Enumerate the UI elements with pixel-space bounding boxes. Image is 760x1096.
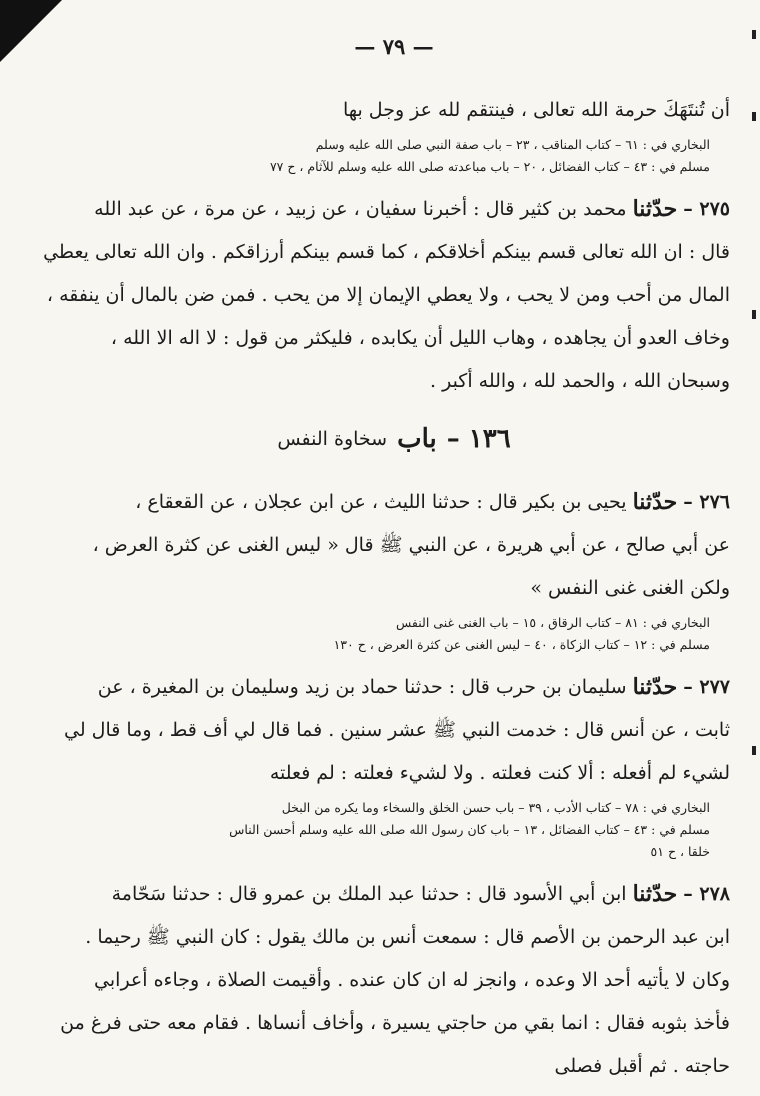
reference-line: مسلم في : ٤٣ – كتاب الفضائل ، ٢٠ – باب مباعدته صلى الله عليه وسلم للآثام ، ح ٧٧ [269,159,710,174]
continuation-references [58,134,710,178]
reference-line: مسلم في : ٤٣ – كتاب الفضائل ، ١٣ – باب كان رسول الله صلى الله عليه وسلم أحسن الناس [229,822,710,837]
hadith-line: المال من أحب ومن لا يحب ، ولا يعطي الإيمان إلا من يحب . فمن ضن بالمال أن ينفقه ، [46,283,730,306]
hadith-276 [58,481,730,656]
reference-line: البخاري في : ٦١ – كتاب المناقب ، ٢٣ – باب صفة النبي صلى الله عليه وسلم [315,137,710,152]
hadith-line: ثابت ، عن أنس قال : خدمت النبي ﷺ عشر سنين . فما قال لي أف قط ، وما قال لي [64,718,730,741]
haddathana-mark: حدّثنا [632,881,678,908]
book-page [43,34,730,1088]
hadith-line: قال : ان الله تعالى قسم بينكم أخلاقكم ، كما قسم بينكم أرزاقكم . وان الله تعالى يعطي [43,240,730,263]
hadith-number: ٢٧٥ – [683,197,730,220]
scan-speck [752,30,756,39]
hadith-line: لشيء لم أفعله : ألا كنت فعلته . ولا لشيء فعلته : لم فعلته [269,761,730,784]
hadith-text: سليمان بن حرب قال : حدثنا حماد بن زيد وسليمان بن المغيرة ، عن [97,675,627,698]
page-corner-shadow [0,0,62,62]
hadith-line: وخاف العدو أن يجاهده ، وهاب الليل أن يكابده ، فليكثر من قول : لا اله الا الله ، [110,326,730,349]
reference-line: خلقا ، ح ٥١ [650,844,710,859]
chapter-title: سخاوة النفس [277,428,388,450]
hadith-line [58,481,730,524]
hadith-text: ابن أبي الأسود قال : حدثنا عبد الملك بن عمرو قال : حدثنا سَحّامة [111,882,627,905]
scan-speck [752,310,756,319]
hadith-number: ٢٧٦ – [683,490,730,513]
haddathana-mark: حدّثنا [632,489,678,516]
chapter-heading [58,417,730,461]
hadith-references [58,797,710,863]
hadith-line: وسبحان الله ، والحمد لله ، والله أكبر . [430,369,730,392]
reference-line: البخاري في : ٧٨ – كتاب الأدب ، ٣٩ – باب حسن الخلق والسخاء وما يكره من البخل [281,800,710,815]
hadith-277 [58,666,730,863]
hadith-text: يحيى بن بكير قال : حدثنا الليث ، عن ابن عجلان ، عن القعقاع ، [135,490,627,513]
scan-speck [752,112,756,121]
hadith-line: وكان لا يأتيه أحد الا وعده ، وانجز له ان كان عنده . وأقيمت الصلاة ، وجاءه أعرابي [94,968,730,991]
haddathana-mark: حدّثنا [632,196,678,223]
hadith-278 [58,873,730,1088]
haddathana-mark: حدّثنا [632,674,678,701]
hadith-line [58,666,730,709]
hadith-line: ابن عبد الرحمن بن الأصم قال : سمعت أنس بن مالك يقول : كان النبي ﷺ رحيما . [85,925,730,948]
hadith-275 [43,188,730,403]
scan-speck [752,746,756,755]
chapter-number: ١٣٦ – [446,424,511,454]
continuation-text: أن تُنتَهَكَ حرمة الله تعالى ، فينتقم لله عز وجل بها [342,98,730,121]
hadith-number: ٢٧٨ – [683,882,730,905]
reference-line: البخاري في : ٨١ – كتاب الرقاق ، ١٥ – باب الغنى غنى النفس [396,615,710,630]
hadith-references [58,612,710,656]
hadith-number: ٢٧٧ – [683,675,730,698]
hadith-line [58,188,730,231]
hadith-text: محمد بن كثير قال : أخبرنا سفيان ، عن زبيد ، عن مرة ، عن عبد الله [94,197,627,220]
hadith-line [58,873,730,916]
hadith-line: فأخذ بثوبه فقال : انما بقي من حاجتي يسيرة ، وأخاف أنساها . فقام معه حتى فرغ من [60,1011,730,1034]
hadith-line: عن أبي صالح ، عن أبي هريرة ، عن النبي ﷺ قال « ليس الغنى عن كثرة العرض ، [92,533,730,556]
page-number: — ٧٩ — [354,34,434,59]
reference-line: مسلم في : ١٢ – كتاب الزكاة ، ٤٠ – ليس الغنى عن كثرة العرض ، ح ١٣٠ [333,637,710,652]
hadith-line: ولكن الغنى غنى النفس » [530,576,730,599]
hadith-line: حاجته . ثم أقبل فصلى [554,1054,730,1077]
chapter-label: باب [397,424,437,454]
